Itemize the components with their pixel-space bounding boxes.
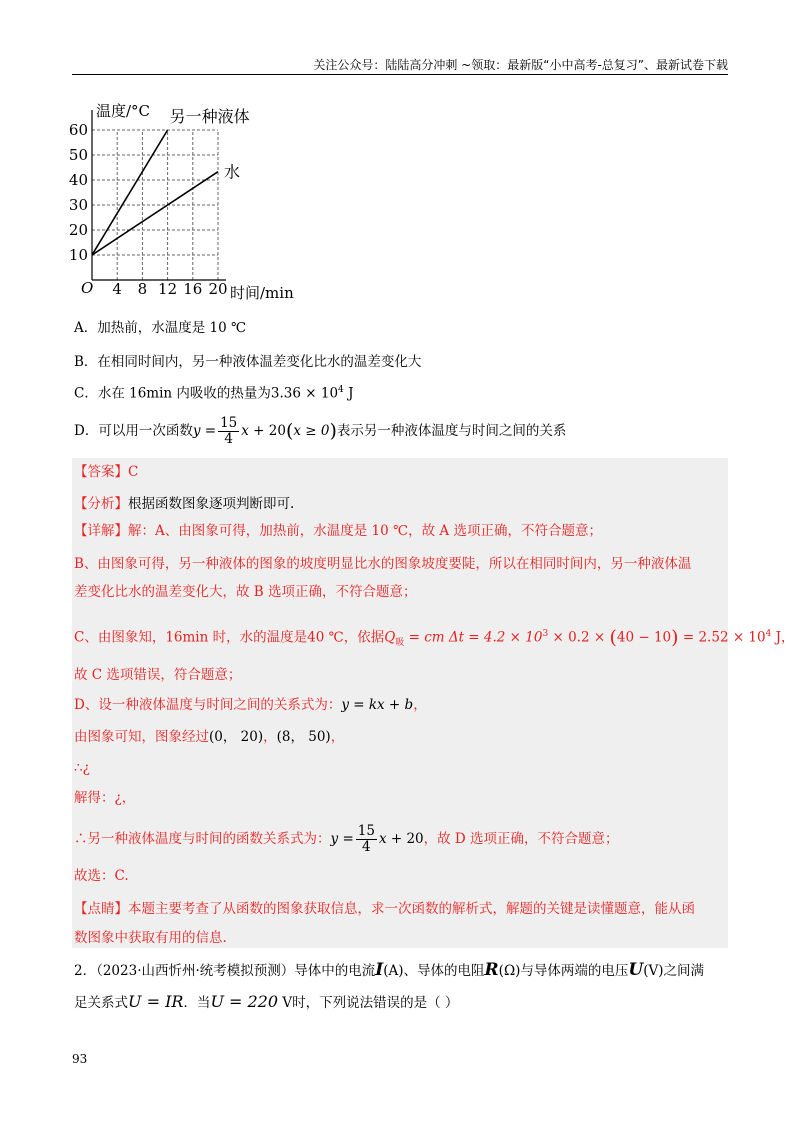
detail-c-mid2: × 0.2 × [548, 629, 610, 646]
detail-c-q: Q [384, 629, 396, 646]
option-d-suffix: 表示另一种液体温度与时间之间的关系 [336, 423, 567, 439]
detail-d5-prefix: ∴另一种液体温度与时间的函数关系式为： [74, 831, 331, 847]
detail-d-line5 [74, 824, 619, 855]
option-c-value: 3.36 × 10 [270, 385, 339, 402]
option-d-eq: = [204, 423, 217, 439]
detail-c-line2: 故 C 选项错误，符合题意； [74, 667, 242, 683]
series-label-other-liquid: 另一种液体 [169, 107, 250, 126]
answer-line [74, 462, 138, 482]
chart-grid [92, 130, 218, 280]
detail-c-unit: J， [771, 629, 795, 646]
option-c [74, 380, 354, 404]
detail-d1-suffix: ， [413, 697, 427, 713]
answer-value: C [128, 464, 139, 480]
option-d [74, 416, 566, 447]
detail-b-line2: 差变化比水的温差变化大，故 B 选项正确，不符合题意； [74, 584, 417, 600]
detail-d2-point1: (0， 20) [209, 729, 264, 745]
detail-c-eq: = cm Δt = 4.2 × 10 [404, 629, 543, 646]
x-tick-label: 4 [112, 280, 122, 298]
option-d-numerator: 15 [220, 415, 238, 431]
q2-voltage-var: U [628, 960, 644, 980]
option-d-fraction [218, 416, 239, 447]
page-header: 关注公众号：陆陆高分冲刺 ~领取：最新版“小中高考-总复习”、最新试卷下载 [313, 58, 728, 72]
question2-line1 [74, 960, 704, 981]
chart-ticks [69, 121, 228, 298]
series-line-water [92, 172, 218, 255]
detail-d1-formula: y = kx + b [341, 697, 414, 713]
detail-d-line1 [74, 695, 427, 715]
q2-resistance-unit: (Ω) [498, 963, 521, 979]
detail-d5-constant: + 20 [386, 831, 424, 847]
x-tick-label: 8 [137, 280, 148, 298]
question2-line2 [74, 992, 458, 1013]
y-tick-label: 40 [68, 171, 88, 189]
temperature-time-chart [68, 98, 312, 310]
q2-l1-d: 之间满 [663, 963, 705, 979]
q2-l2-a: 足关系式 [74, 995, 128, 1011]
y-tick-label: 20 [68, 221, 88, 239]
option-b: B．在相同时间内，另一种液体温差变化比水的温差变化大 [74, 354, 422, 370]
detail-b-line1: B、由图象可得，另一种液体的图象的坡度明显比水的图象坡度要陡，所以在相同时间内，另一种液体温 [74, 556, 692, 572]
y-tick-label: 10 [68, 246, 88, 264]
x-tick-label: 12 [158, 280, 178, 298]
detail-d5-eq: = [342, 831, 354, 847]
option-c-unit: J [348, 385, 354, 402]
detail-d2-point2: (8， 50) [276, 729, 331, 745]
detail-d2-sep: ， [263, 729, 277, 745]
origin-label: O [81, 279, 94, 297]
option-c-prefix: C．水在 16min 内吸收的热量为 [74, 385, 271, 402]
option-d-rparen: ) [329, 420, 337, 442]
y-tick-label: 60 [68, 121, 88, 139]
x-axis-label: 时间/min [230, 284, 294, 302]
detail-d5-denominator: 4 [362, 839, 371, 855]
detail-d5-suffix: ，故 D 选项正确，不符合题意； [423, 831, 619, 847]
detail-d5-y: y [330, 831, 339, 847]
detail-d-line2 [74, 727, 344, 747]
q2-voltage-unit: (V) [643, 963, 664, 979]
comment-tag: 【点睛】 [74, 901, 128, 917]
y-tick-label: 30 [68, 196, 88, 214]
detail-a-line [74, 521, 602, 541]
header-rule [72, 74, 728, 75]
detail-d5-fraction [356, 824, 377, 855]
x-tick-label: 20 [208, 280, 228, 298]
q2-current-var: I [375, 960, 384, 980]
option-d-constant: + 20 [248, 423, 286, 439]
analysis-text: 根据函数图象逐项判断即可. [128, 496, 295, 512]
comment-line2: 数图象中获取有用的信息. [74, 930, 227, 946]
detail-d5-x: x [378, 831, 387, 847]
detail-c-temp: 40 ℃ [307, 629, 344, 646]
option-d-lparen: ( [285, 420, 294, 442]
x-tick-label: 16 [183, 280, 203, 298]
comment-line1 [74, 899, 695, 919]
q2-l1-a: 2．（2023·山西忻州·统考模拟预测）导体中的电流 [74, 963, 376, 979]
detail-d5-numerator: 15 [357, 823, 375, 839]
option-d-condition: x ≥ 0 [293, 423, 330, 439]
answer-tag: 【答案】 [74, 464, 128, 480]
series-line-other-liquid [92, 130, 168, 255]
detail-c-exp1: 3 [542, 629, 549, 639]
option-d-denominator: 4 [224, 431, 233, 447]
chart-series [92, 107, 250, 255]
detail-d1-prefix: D、设一种液体温度与时间之间的关系式为： [74, 697, 342, 713]
q2-l2-b: ．当 [183, 995, 211, 1011]
detail-c-line1 [74, 624, 795, 653]
q2-l2-c: V时，下列说法错误的是（ ） [278, 995, 459, 1011]
detail-d2-suffix: ， [330, 729, 345, 745]
option-d-x: x [241, 423, 249, 439]
detail-c-mid: ，依据 [343, 629, 385, 646]
detail-tag: 【详解】 [74, 523, 128, 539]
detail-c-lparen: ( [609, 626, 617, 649]
analysis-line [74, 494, 294, 514]
detail-d2-prefix: 由图象可知，图象经过 [74, 729, 209, 745]
detail-c-prefix: C、由图象知，16min 时，水的温度是 [74, 629, 308, 646]
option-d-prefix: D．可以用一次函数 [74, 423, 193, 439]
q2-l1-c: 与导体两端的电压 [520, 963, 629, 979]
choose-line: 故选：C. [74, 868, 129, 884]
y-axis-label: 温度/°C [96, 102, 151, 120]
detail-c-exp2: 4 [765, 629, 772, 639]
detail-c-result: = 2.52 × 10 [678, 629, 766, 646]
detail-d-line3: ∴¿ [74, 760, 90, 776]
detail-a-text: 解：A、由图象可得，加热前，水温度是 10 ℃，故 A 选项正确，不符合题意； [128, 523, 602, 539]
analysis-tag: 【分析】 [74, 496, 128, 512]
option-c-exponent: 4 [338, 385, 344, 395]
q2-formula: U = IR [128, 992, 184, 1011]
detail-c-rparen: ) [671, 626, 679, 649]
comment-text1: 本题主要考查了从函数的图象获取信息，求一次函数的解析式，解题的关键是读懂题意，能从函 [128, 901, 695, 917]
page-number: 93 [72, 1052, 88, 1066]
detail-c-sub: 吸 [395, 638, 405, 649]
q2-current-unit: (A) [383, 963, 404, 979]
option-a: A．加热前，水温度是 10 ℃ [74, 320, 247, 336]
detail-c-paren: 40 − 10 [616, 629, 672, 646]
series-label-water: 水 [224, 162, 241, 182]
option-d-y: y [192, 423, 201, 439]
y-tick-label: 50 [68, 146, 88, 164]
q2-voltage-value: U = 220 [210, 992, 279, 1011]
detail-d-line4: 解得：¿， [74, 790, 136, 806]
q2-resistance-var: R [484, 960, 499, 980]
q2-l1-b: 、导体的电阻 [403, 963, 485, 979]
